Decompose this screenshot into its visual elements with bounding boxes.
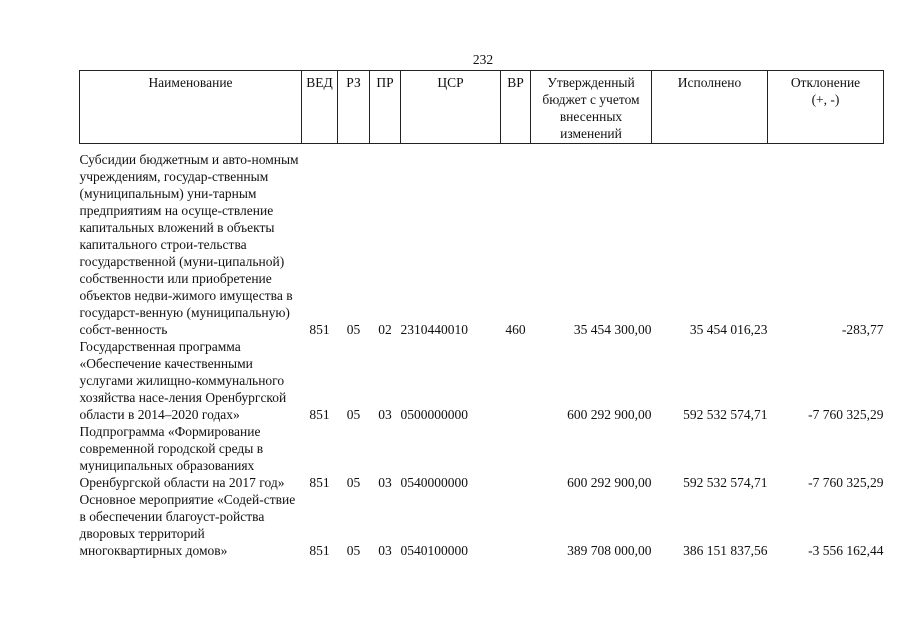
row-approved: 389 708 000,00 — [567, 543, 652, 558]
row-deviation: -283,77 — [841, 322, 884, 337]
row-pr: 03 — [378, 475, 392, 490]
header-approved-budget: Утвержденный бюджет с учетом внесенных изменений — [531, 71, 652, 144]
row-deviation: -3 556 162,44 — [808, 543, 884, 558]
row-ved: 851 — [309, 475, 330, 490]
row-executed: 592 532 574,71 — [683, 475, 768, 490]
row-rz: 05 — [346, 475, 361, 490]
row-ved: 851 — [309, 407, 330, 422]
row-executed: 35 454 016,23 — [689, 322, 768, 337]
budget-table — [79, 70, 884, 559]
row-csr: 2310440010 — [400, 322, 468, 337]
header-executed: Исполнено — [652, 71, 768, 144]
row-rz: 05 — [346, 322, 361, 337]
row-csr: 0540000000 — [400, 475, 468, 490]
row-approved: 600 292 900,00 — [567, 407, 652, 422]
table-header-row — [80, 71, 884, 144]
header-name: Наименование — [80, 71, 302, 144]
row-vr — [501, 491, 531, 559]
row-name: Основное мероприятие «Содей-ствие в обеспечении благоуст-ройства дворовых территорий многоквартирных домов» — [79, 492, 296, 558]
row-csr: 0540100000 — [400, 543, 468, 558]
table-row — [80, 338, 884, 423]
row-ved: 851 — [309, 322, 330, 337]
row-vr — [501, 423, 531, 491]
row-executed: 592 532 574,71 — [683, 407, 768, 422]
row-approved: 600 292 900,00 — [567, 475, 652, 490]
row-pr: 03 — [378, 543, 392, 558]
row-name: Субсидии бюджетным и авто-номным учреждениям, государ-ственным (муниципальным) уни-тарным предприятиям на осуще-ствление капитальных вложений в объекты капитального строи-тельства государственной (муни-ципальной) собственности или приобретение объектов недви-жимого имущества в государст-венную (муниципальную) собст-венность — [79, 152, 299, 337]
header-ved: ВЕД — [302, 71, 338, 144]
row-executed: 386 151 837,56 — [683, 543, 768, 558]
row-deviation: -7 760 325,29 — [808, 407, 884, 422]
row-pr: 02 — [378, 322, 392, 337]
row-name: Государственная программа «Обеспечение качественными услугами жилищно-коммунального хозяйства насе-ления Оренбургской области в 2014–2020 годах» — [79, 339, 287, 422]
table-row — [80, 423, 884, 491]
header-pr: ПР — [370, 71, 401, 144]
row-rz: 05 — [346, 407, 361, 422]
spacer-row — [80, 144, 884, 152]
header-vr: ВР — [501, 71, 531, 144]
row-csr: 0500000000 — [400, 407, 468, 422]
row-pr: 03 — [378, 407, 392, 422]
table-row — [80, 491, 884, 559]
row-rz: 05 — [346, 543, 361, 558]
header-csr: ЦСР — [401, 71, 501, 144]
row-ved: 851 — [309, 543, 330, 558]
table-row — [80, 151, 884, 338]
row-vr: 460 — [505, 322, 526, 337]
row-approved: 35 454 300,00 — [573, 322, 652, 337]
row-vr — [501, 338, 531, 423]
header-deviation: Отклонение (+, -) — [768, 71, 884, 144]
header-rz: РЗ — [338, 71, 370, 144]
row-name: Подпрограмма «Формирование современной городской среды в муниципальных образованиях Оренбургской области на 2017 год» — [79, 424, 285, 490]
page-number: 232 — [472, 52, 494, 67]
row-deviation: -7 760 325,29 — [808, 475, 884, 490]
